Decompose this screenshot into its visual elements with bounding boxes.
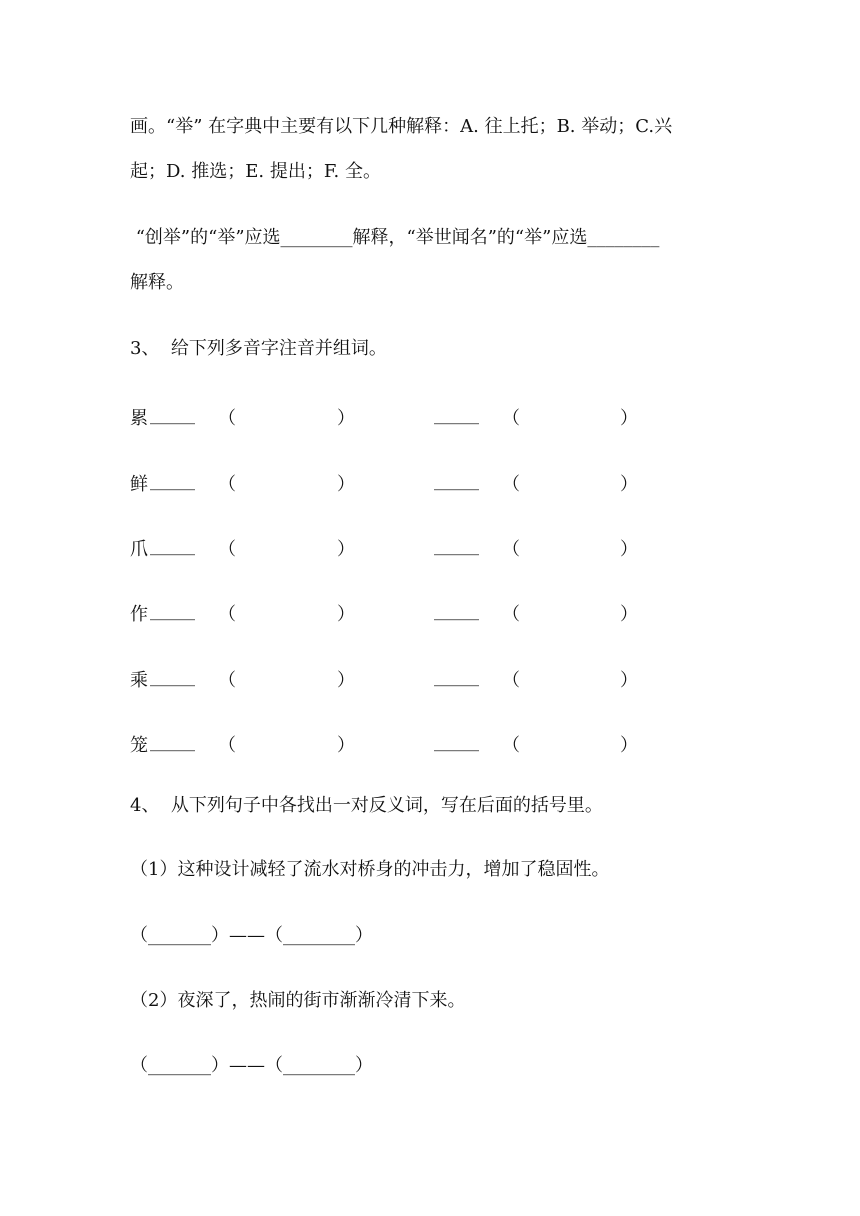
- open-paren: （: [218, 408, 236, 429]
- open-paren: （: [218, 735, 236, 756]
- poly-char: 爪: [130, 539, 148, 560]
- q3-title: 3、 给下列多音字注音并组词。: [130, 338, 387, 359]
- close-paren: ）: [620, 670, 638, 691]
- answer-blank[interactable]: _____: [434, 535, 479, 556]
- q4-answer-1[interactable]: （_______）——（________）: [130, 925, 373, 946]
- close-paren: ）: [337, 408, 355, 429]
- open-paren: （: [218, 670, 236, 691]
- q3-row: [130, 404, 730, 429]
- open-paren: （: [218, 604, 236, 625]
- open-paren: （: [502, 539, 520, 560]
- q3-row: [130, 666, 730, 691]
- answer-blank[interactable]: _____: [150, 731, 195, 752]
- close-paren: ）: [620, 735, 638, 756]
- close-paren: ）: [337, 539, 355, 560]
- open-paren: （: [502, 670, 520, 691]
- para2-line1: “创举”的“举”应选________解释，“举世闻名”的“举”应选________: [130, 227, 660, 248]
- poly-char: 累: [130, 408, 148, 429]
- poly-char: 作: [130, 604, 148, 625]
- answer-blank[interactable]: _____: [150, 535, 195, 556]
- answer-blank[interactable]: _____: [434, 404, 479, 425]
- open-paren: （: [218, 474, 236, 495]
- answer-blank[interactable]: _____: [434, 470, 479, 491]
- q3-row: [130, 535, 730, 560]
- open-paren: （: [218, 539, 236, 560]
- answer-blank[interactable]: _____: [150, 404, 195, 425]
- open-paren: （: [502, 735, 520, 756]
- q4-answer-2[interactable]: （_______）——（________）: [130, 1055, 373, 1076]
- answer-blank[interactable]: _____: [150, 600, 195, 621]
- q3-row: [130, 600, 730, 625]
- q4-sentence-1: （1）这种设计减轻了流水对桥身的冲击力，增加了稳固性。: [130, 859, 610, 880]
- close-paren: ）: [620, 539, 638, 560]
- answer-blank[interactable]: _____: [434, 666, 479, 687]
- q3-row: [130, 470, 730, 495]
- q4-title: 4、 从下列句子中各找出一对反义词，写在后面的括号里。: [130, 795, 603, 816]
- answer-blank[interactable]: _____: [434, 731, 479, 752]
- para2-line2: 解释。: [130, 272, 184, 293]
- close-paren: ）: [337, 474, 355, 495]
- open-paren: （: [502, 474, 520, 495]
- close-paren: ）: [620, 604, 638, 625]
- para1-line2: 起；D. 推选；E. 提出；F. 全。: [130, 161, 381, 182]
- para1-line1: 画。“举” 在字典中主要有以下几种解释：A. 往上托；B. 举动；C.兴: [130, 116, 673, 137]
- close-paren: ）: [337, 604, 355, 625]
- close-paren: ）: [620, 408, 638, 429]
- poly-char: 鲜: [130, 474, 148, 495]
- open-paren: （: [502, 604, 520, 625]
- open-paren: （: [502, 408, 520, 429]
- q4-sentence-2: （2）夜深了，热闹的街市渐渐冷清下来。: [130, 990, 466, 1011]
- q3-row: [130, 731, 730, 756]
- close-paren: ）: [337, 735, 355, 756]
- close-paren: ）: [620, 474, 638, 495]
- answer-blank[interactable]: _____: [150, 666, 195, 687]
- answer-blank[interactable]: _____: [150, 470, 195, 491]
- poly-char: 笼: [130, 735, 148, 756]
- close-paren: ）: [337, 670, 355, 691]
- poly-char: 乘: [130, 670, 148, 691]
- answer-blank[interactable]: _____: [434, 600, 479, 621]
